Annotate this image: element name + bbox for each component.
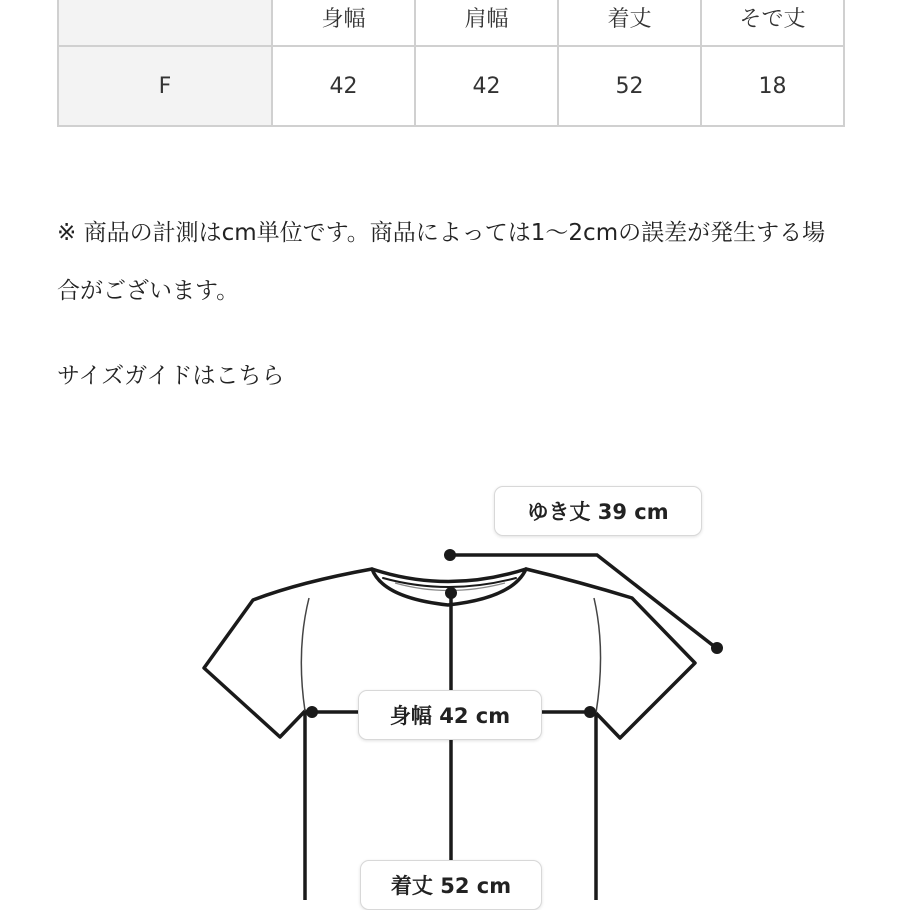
sleeve-start-dot (444, 549, 456, 561)
value-body-width: 42 (272, 46, 415, 126)
size-table-corner-cell (58, 0, 272, 46)
tshirt-illustration (0, 430, 900, 900)
sleeve-measure-line (450, 555, 715, 647)
tshirt-measurement-diagram (0, 430, 900, 900)
header-sleeve-length: そで丈 (701, 0, 844, 46)
size-guide-link[interactable]: サイズガイドはこちら (57, 363, 285, 389)
size-table (57, 0, 845, 127)
size-table-row (58, 46, 844, 126)
value-sleeve-length: 18 (701, 46, 844, 126)
size-label-cell: F (58, 46, 272, 126)
header-shoulder-width: 肩幅 (415, 0, 558, 46)
sleeve-length-label: ゆき丈 39 cm (494, 486, 702, 536)
measurement-note: ※ 商品の計測はcm単位です。商品によっては1〜2cmの誤差が発生する場合がございます。 (57, 220, 826, 304)
size-table-header-row (58, 0, 844, 46)
length-label: 着丈 52 cm (360, 860, 542, 910)
left-sleeve-seam (301, 598, 309, 711)
sleeve-end-dot (711, 642, 723, 654)
value-shoulder-width: 42 (415, 46, 558, 126)
right-sleeve-seam (594, 598, 601, 713)
body-width-label: 身幅 42 cm (358, 690, 542, 740)
header-length: 着丈 (558, 0, 701, 46)
width-right-dot (584, 706, 596, 718)
value-length: 52 (558, 46, 701, 126)
length-start-dot (445, 587, 457, 599)
header-body-width: 身幅 (272, 0, 415, 46)
width-left-dot (306, 706, 318, 718)
